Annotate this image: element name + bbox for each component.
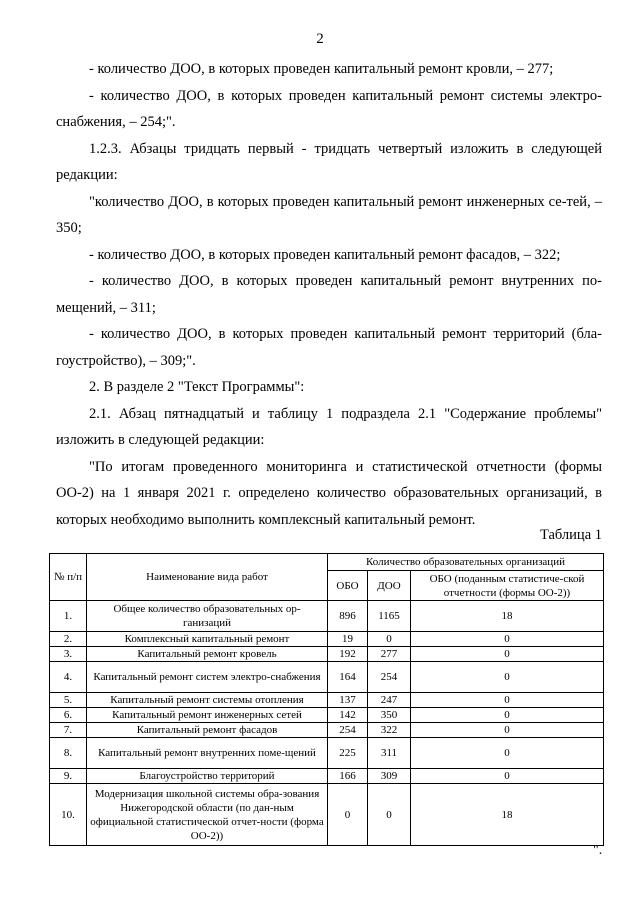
cell-doo: 322 bbox=[368, 723, 411, 738]
cell-name: Капитальный ремонт систем электро-снабжения bbox=[87, 662, 328, 693]
table-row bbox=[50, 708, 604, 723]
table-row bbox=[50, 632, 604, 647]
table-row bbox=[50, 723, 604, 738]
paragraph: "По итогам проведенного мониторинга и статистической отчетности (формы ОО-2) на 1 января 2021 г. определено количество образовательных организаций, в которых необходимо выполнить комплексный капитальный ремонт. bbox=[56, 458, 602, 528]
paragraph: - количество ДОО, в которых проведен капитальный ремонт кровли, – 277; bbox=[89, 61, 554, 77]
paragraph: 1.2.3. Абзацы тридцать первый - тридцать четвертый изложить в следующей редакции: bbox=[56, 140, 602, 183]
paragraph: 2.1. Абзац пятнадцатый и таблицу 1 подраздела 2.1 "Содержание проблемы" изложить в следующей редакции: bbox=[56, 405, 602, 448]
paragraph: 2. В разделе 2 "Текст Программы": bbox=[89, 379, 305, 395]
cell-num: 2. bbox=[50, 632, 87, 647]
cell-doo: 247 bbox=[368, 693, 411, 708]
table-row bbox=[50, 662, 604, 693]
cell-doo: 277 bbox=[368, 647, 411, 662]
table-row bbox=[50, 693, 604, 708]
paragraph: "количество ДОО, в которых проведен капитальный ремонт инженерных се-тей, – 350; bbox=[56, 193, 602, 236]
cell-obo: 142 bbox=[328, 708, 368, 723]
cell-num: 9. bbox=[50, 769, 87, 784]
cell-name: Благоустройство территорий bbox=[87, 769, 328, 784]
cell-doo: 311 bbox=[368, 738, 411, 769]
cell-num: 10. bbox=[50, 784, 87, 846]
table-row bbox=[50, 601, 604, 632]
cell-num: 7. bbox=[50, 723, 87, 738]
cell-stat: 0 bbox=[411, 769, 604, 784]
cell-num: 8. bbox=[50, 738, 87, 769]
cell-name: Капитальный ремонт фасадов bbox=[87, 723, 328, 738]
cell-name: Капитальный ремонт системы отопления bbox=[87, 693, 328, 708]
cell-name: Модернизация школьной системы обра-зования Нижегородской области (по дан-ным официальной статистической отчет-ности (форма ОО-2)) bbox=[87, 784, 328, 846]
document-body bbox=[56, 56, 602, 533]
cell-doo: 254 bbox=[368, 662, 411, 693]
cell-name: Капитальный ремонт внутренних поме-щений bbox=[87, 738, 328, 769]
cell-doo: 0 bbox=[368, 632, 411, 647]
closing-quote-mark: ". bbox=[593, 843, 603, 858]
cell-obo: 254 bbox=[328, 723, 368, 738]
table-row bbox=[50, 647, 604, 662]
cell-stat: 18 bbox=[411, 601, 604, 632]
col-header-name: Наименование вида работ bbox=[87, 554, 328, 601]
table-row bbox=[50, 784, 604, 846]
paragraph: - количество ДОО, в которых проведен капитальный ремонт территорий (бла-гоустройство), – 309;". bbox=[56, 326, 602, 369]
cell-doo: 350 bbox=[368, 708, 411, 723]
cell-stat: 0 bbox=[411, 708, 604, 723]
paragraph: - количество ДОО, в которых проведен капитальный ремонт внутренних по-мещений, – 311; bbox=[56, 273, 602, 316]
cell-obo: 164 bbox=[328, 662, 368, 693]
cell-stat: 0 bbox=[411, 632, 604, 647]
cell-obo: 192 bbox=[328, 647, 368, 662]
page-number: 2 bbox=[316, 31, 324, 47]
paragraph: - количество ДОО, в которых проведен капитальный ремонт системы электро-снабжения, – 254;". bbox=[56, 87, 602, 130]
cell-num: 1. bbox=[50, 601, 87, 632]
cell-num: 5. bbox=[50, 693, 87, 708]
col-header-doo: ДОО bbox=[368, 571, 411, 601]
cell-stat: 0 bbox=[411, 738, 604, 769]
cell-doo: 1165 bbox=[368, 601, 411, 632]
cell-obo: 896 bbox=[328, 601, 368, 632]
table-row bbox=[50, 769, 604, 784]
col-header-obo-stat: ОБО (поданным статистиче-ской отчетности (формы ОО-2)) bbox=[411, 571, 604, 601]
cell-name: Капитальный ремонт инженерных сетей bbox=[87, 708, 328, 723]
paragraph: - количество ДОО, в которых проведен капитальный ремонт фасадов, – 322; bbox=[89, 246, 561, 263]
cell-doo: 0 bbox=[368, 784, 411, 846]
cell-obo: 0 bbox=[328, 784, 368, 846]
table-row bbox=[50, 738, 604, 769]
cell-num: 3. bbox=[50, 647, 87, 662]
col-header-obo: ОБО bbox=[328, 571, 368, 601]
col-header-group: Количество образовательных организаций bbox=[328, 554, 604, 571]
cell-stat: 0 bbox=[411, 647, 604, 662]
cell-name: Комплексный капитальный ремонт bbox=[87, 632, 328, 647]
cell-doo: 309 bbox=[368, 769, 411, 784]
cell-num: 4. bbox=[50, 662, 87, 693]
cell-stat: 0 bbox=[411, 723, 604, 738]
cell-obo: 166 bbox=[328, 769, 368, 784]
cell-name: Общее количество образовательных ор-ганизаций bbox=[87, 601, 328, 632]
cell-obo: 225 bbox=[328, 738, 368, 769]
cell-obo: 137 bbox=[328, 693, 368, 708]
cell-stat: 0 bbox=[411, 693, 604, 708]
data-table bbox=[49, 553, 604, 846]
cell-num: 6. bbox=[50, 708, 87, 723]
col-header-num: № п/п bbox=[50, 554, 87, 601]
cell-stat: 0 bbox=[411, 662, 604, 693]
cell-name: Капитальный ремонт кровель bbox=[87, 647, 328, 662]
table-caption: Таблица 1 bbox=[539, 527, 602, 543]
cell-stat: 18 bbox=[411, 784, 604, 846]
cell-obo: 19 bbox=[328, 632, 368, 647]
